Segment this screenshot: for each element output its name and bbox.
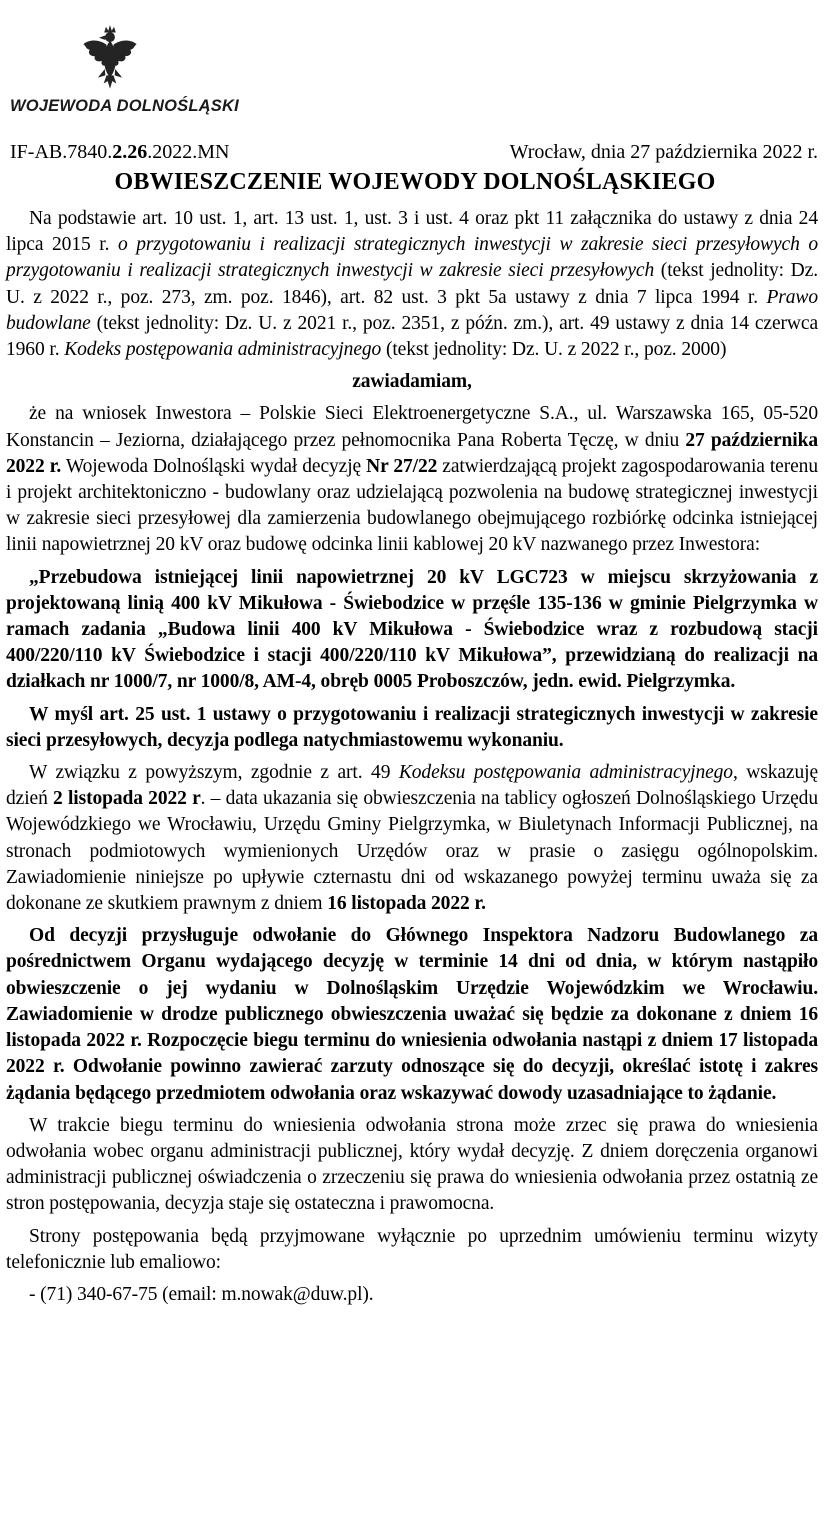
text-run: W związku z powyższym, zgodnie z art. 49 [29,762,399,784]
polish-eagle-emblem-icon [81,25,139,91]
document-title: OBWIESZCZENIE WOJEWODY DOLNOŚLĄSKIEGO [114,169,716,195]
paragraph-contact-info: Strony postępowania będą przyjmowane wyłącznie po uprzednim umówieniu terminu wizyty telefonicznie lub emaliowo: [6,1225,818,1273]
paragraph-decision-info [6,401,818,558]
case-number-prefix: IF-AB.7840. [10,141,113,163]
contact-phone-line: - (71) 340-67-75 (email: m.nowak@duw.pl). [29,1283,374,1305]
text-run: , wskazuję dzień [6,762,818,810]
text-run: Wojewoda Dolnośląski wydał decyzję [61,455,367,477]
letterhead [0,0,830,116]
case-number-suffix: .2022.MN [147,141,230,163]
text-run: że na wniosek Inwestora – Polskie Sieci Elektroenergetyczne S.A., ul. Warszawska 165, 05-520 Konstancin – Jeziorna, działającego przez pełnomocnika Pana Roberta Tęczę, w dniu [6,403,818,451]
act-title-italic: Prawo budowlane [6,286,818,334]
paragraph-announcement-dates [6,760,818,917]
text-run: . – data ukazania się obwieszczenia na tablicy ogłoszeń Dolnośląskiego Urzędu Wojewódzkiego we Wrocławiu, Urzędu Gminy Pielgrzymka, w Biuletynach Informacji Publicznej, na stronach podmiotowych wymienionych Urzędów oraz w prasie o zasięgu ogólnopolskim. Zawiadomienie niniejsze po upływie czternastu dni od wskazanego powyżej terminu uważa się za dokonane ze skutkiem prawnym z dniem [6,788,818,915]
reference-row [10,141,818,164]
text-run: (tekst jednolity: Dz. U. z 2021 r., poz. 2351, z późn. zm.), art. 49 ustawy z dnia 14 czerwca 1960 r. [6,312,818,361]
place-and-date: Wrocław, dnia 27 października 2022 r. [509,141,818,163]
decision-date-bold: 27 października 2022 r. [6,429,818,477]
text-run: zatwierdzającą projekt zagospodarowania terenu i projekt architektoniczno - budowlany oraz udzielającą pozwolenia na budowę strategicznej inwestycji w zakresie sieci przesyłowej dla zamierzenia budowlanego obejmującego rozbiórkę odcinka istniejącej linii napowietrznej 20 kV oraz budowę odcinka linii kablowej 20 kV nazwanego przez Inwestora: [6,455,818,556]
paragraph-project-name: „Przebudowa istniejącej linii napowietrznej 20 kV LGC723 w miejscu skrzyżowania z projektowaną linią 400 kV Mikułowa - Świebodzice w przęśle 135-136 w gminie Pielgrzymka w ramach zadania „Budowa linii 400 kV Mikułowa - Świebodzice wraz z rozbudową stacji 400/220/110 kV Świebodzice i stacji 400/220/110 kV Mikułowa”, przewidzianą do realizacji na działkach nr 1000/7, nr 1000/8, AM-4, obręb 0005 Proboszczów, jedn. ewid. Pielgrzymka. [6,566,818,693]
office-name: WOJEWODA DOLNOŚLĄSKI [10,97,239,115]
publication-date-bold: 2 listopada 2022 r [53,788,201,810]
act-title-italic: Kodeksu postępowania administracyjnego [398,762,733,784]
text-run: Na podstawie art. 10 ust. 1, art. 13 ust. 1, ust. 3 i ust. 4 oraz pkt 11 załącznika do ustawy z dnia 24 lipca 2015 r. [6,208,818,256]
act-title-italic: Kodeks postępowania administracyjnego [64,339,382,361]
effective-date-bold: 16 listopada 2022 r. [327,893,486,915]
case-number [10,141,229,164]
act-title-italic: o przygotowaniu i realizacji strategicznych inwestycji w zakresie sieci przesyłowych o przygotowaniu i realizacji strategicznych inwestycji w zakresie sieci przesyłowych [6,234,818,282]
case-number-bold: 2.26 [112,141,148,163]
paragraph-immediate-execution: W myśl art. 25 ust. 1 ustawy o przygotowaniu i realizacji strategicznych inwestycji w zakresie sieci przesyłowych, decyzja podlega natychmiastowemu wykonaniu. [6,703,818,751]
paragraph-legal-basis [6,206,818,363]
decision-number-bold: Nr 27/22 [366,455,438,477]
document-body [0,206,830,1308]
text-run: (tekst jednolity: Dz. U. z 2022 r., poz. 2000) [381,339,727,361]
text-run: (tekst jednolity: Dz. U. z 2022 r., poz. 273, zm. poz. 1846), art. 82 ust. 3 pkt 5a ustawy z dnia 7 lipca 1994 r. [6,260,818,308]
paragraph-appeal-waiver: W trakcie biegu terminu do wniesienia odwołania strona może zrzec się prawa do wniesienia odwołania wobec organu administracji publicznej, który wydał decyzję. Z dniem doręczenia organowi administracji publicznej oświadczenia o zrzeczeniu się prawa do wniesienia odwołania przez ostatnią ze stron postępowania, decyzja staje się ostateczna i prawomocna. [6,1114,818,1215]
notice-word: zawiadamiam, [352,371,472,393]
paragraph-appeal-instructions: Od decyzji przysługuje odwołanie do Głównego Inspektora Nadzoru Budowlanego za pośrednictwem Organu wydającego decyzję w terminie 14 dni od dnia, w którym nastąpiło obwieszczenie o jej wydaniu w Dolnośląskim Urzędzie Wojewódzkim we Wrocławiu. Zawiadomienie w drodze publicznego obwieszczenia uważać się będzie za dokonane z dniem 16 listopada 2022 r. Rozpoczęcie biegu terminu do wniesienia odwołania nastąpi z dniem 17 listopada 2022 r. Odwołanie powinno zawierać zarzuty odnoszące się do decyzji, określać istotę i zakres żądania będącego przedmiotem odwołania oraz wskazywać dowody uzasadniające to żądanie. [6,925,818,1104]
